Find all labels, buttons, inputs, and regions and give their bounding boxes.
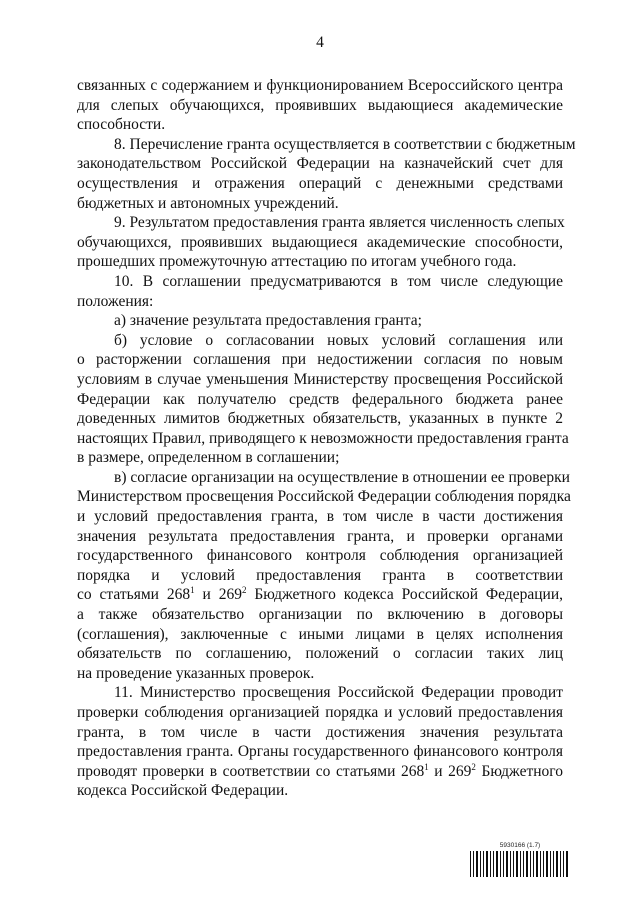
text-line: проверки соблюдения организацией порядка и условий предоставления — [77, 704, 563, 721]
text-line: Министерством просвещения Российской Федерации соблюдения порядка — [77, 488, 571, 506]
text-line: а также обязательство организации по включению в договоры — [77, 606, 563, 624]
text-line: бюджетных и автономных учреждений. — [77, 194, 339, 212]
text-line: государственного финансового контроля соблюдения организацией — [77, 547, 563, 565]
text-line: доведенных лимитов бюджетных обязательств, указанных в пункте 2 — [77, 410, 563, 428]
text-line: Федерации как получателю средств федерального бюджета ранее — [77, 390, 563, 408]
text-line: положения: — [77, 292, 154, 310]
text-line: предоставления гранта. Органы государственного финансового контроля — [77, 743, 563, 761]
barcode — [470, 842, 570, 882]
text-line: связанных с содержанием и функционированием Всероссийского центра — [77, 77, 563, 94]
text-line: проводят проверки в соответствии со статьями $268^1$ и $269^2$ Бюджетного — [77, 761, 563, 780]
barcode-label: 5930166 (1.7) — [499, 842, 541, 849]
text-line: обязательств по соглашению, положений о согласии таких лиц — [77, 645, 563, 663]
text-line: на проведение указанных проверок. — [77, 664, 315, 682]
text-line: в) согласие организации на осуществление в отношении ее проверки — [114, 468, 570, 486]
text-line: прошедших промежуточную аттестацию по итогам учебного года. — [77, 253, 517, 271]
text-line: 8. Перечисление гранта осуществляется в соответствии с бюджетным — [114, 135, 576, 153]
text-line: кодекса Российской Федерации. — [77, 782, 289, 800]
text-line: 11. Министерство просвещения Российской Федерации проводит — [114, 684, 563, 702]
text-line: а) значение результата предоставления гранта; — [114, 312, 422, 330]
text-line: со статьями $268^1$ и $269^2$ Бюджетного кодекса Российской Федерации, — [77, 585, 564, 604]
text-line: значения результата предоставления гранта, и проверки органами — [77, 527, 563, 545]
text-line: осуществления и отражения операций с денежными средствами — [77, 174, 563, 192]
text-line: о расторжении соглашения при недостижении согласия по новым — [77, 351, 563, 369]
page-number: 4 — [316, 34, 324, 51]
text-line: 10. В соглашении предусматриваются в том числе следующие — [114, 272, 563, 290]
text-line: обучающихся, проявивших выдающиеся академические способности, — [77, 233, 563, 251]
document-body — [77, 76, 576, 801]
text-line: 9. Результатом предоставления гранта является численность слепых — [114, 214, 565, 232]
text-line: для слепых обучающихся, проявивших выдающиеся академические — [77, 96, 563, 114]
text-line: в размере, определенном в соглашении; — [77, 449, 340, 467]
barcode-graphic — [470, 851, 570, 877]
text-line: настоящих Правил, приводящего к невозможности предоставления гранта — [77, 429, 569, 447]
text-line: условиям в случае уменьшения Министерству просвещения Российской — [77, 370, 563, 388]
text-line: способности. — [77, 116, 166, 134]
text-line: (соглашения), заключенные с иными лицами в целях исполнения — [77, 625, 563, 643]
text-line: порядка и условий предоставления гранта в соответствии — [77, 566, 563, 584]
text-line: законодательством Российской Федерации на казначейский счет для — [77, 155, 563, 173]
text-line: и условий предоставления гранта, в том числе в части достижения — [77, 508, 563, 526]
text-line: гранта, в том числе в части достижения значения результата — [77, 723, 563, 741]
text-line: б) условие о согласовании новых условий соглашения или — [114, 331, 563, 349]
